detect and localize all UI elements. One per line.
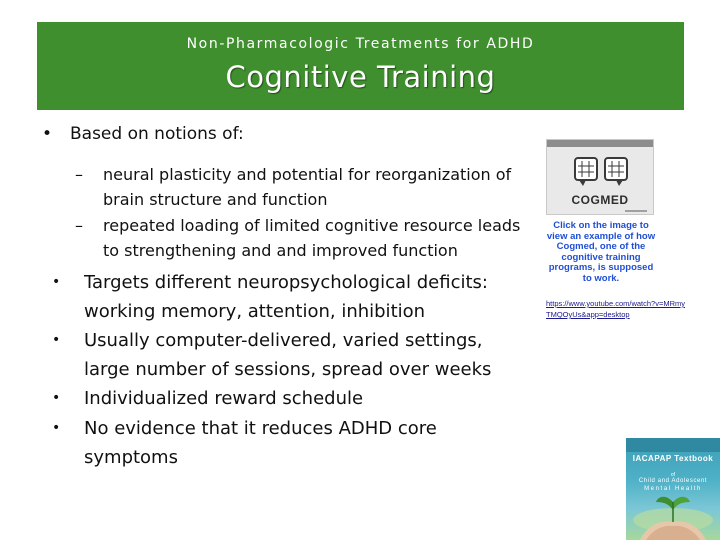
bullet-icon: •: [52, 274, 61, 290]
sub-bullet-text: repeated loading of limited cognitive resource leads to strengthening and and improved function: [103, 216, 521, 260]
bullet-icon: •: [42, 124, 53, 144]
hands-plant-icon: [626, 490, 720, 540]
cover-top-band: [626, 438, 720, 452]
thumbnail-footer-mark: [625, 210, 647, 212]
thumbnail-top-bar: [547, 140, 653, 147]
main-bullet-text: Targets different neuropsychological deficits: working memory, attention, inhibition: [84, 272, 488, 322]
dash-icon: –: [75, 165, 83, 184]
title-banner: [37, 22, 684, 110]
bullet-icon: •: [52, 420, 61, 436]
cover-title-line: Mental Health: [644, 486, 702, 492]
slide-title: Cognitive Training: [225, 60, 496, 94]
intro-bullet-text: Based on notions of:: [70, 124, 244, 144]
bullet-icon: •: [52, 390, 61, 406]
cover-title-line: Child and Adolescent: [638, 478, 708, 484]
slide-subtitle: Non-Pharmacologic Treatments for ADHD: [186, 36, 535, 52]
main-bullet-text: Individualized reward schedule: [84, 388, 364, 409]
cover-title-line: IACAPAP Textbook: [632, 454, 714, 463]
textbook-cover-image: [626, 438, 720, 540]
main-bullet-text: No evidence that it reduces ADHD core symptoms: [84, 418, 437, 468]
main-bullet-text: Usually computer-delivered, varied settings, large number of sessions, spread over weeks: [84, 330, 492, 380]
cogmed-logo-text: COGMED: [571, 193, 629, 207]
dash-icon: –: [75, 216, 83, 235]
cogmed-caption: Click on the image to view an example of how Cogmed, one of the cognitive training programs, is supposed to work.: [546, 220, 656, 284]
cogmed-video-thumbnail[interactable]: [546, 139, 654, 215]
cover-title-line: of: [670, 472, 676, 478]
cogmed-logo-icon: [567, 156, 635, 196]
bullet-icon: •: [52, 332, 61, 348]
sub-bullet-text: neural plasticity and potential for reorganization of brain structure and function: [103, 165, 512, 209]
youtube-link[interactable]: https://www.youtube.com/watch?v=MRmyTMQOyUs&app=desktop: [546, 299, 686, 319]
